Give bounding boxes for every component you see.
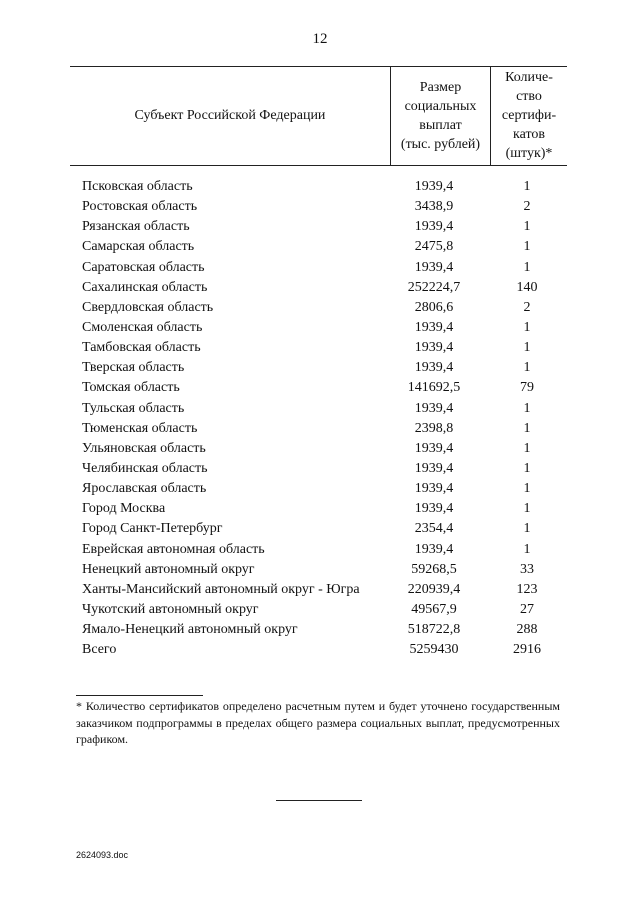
payment-amount: 1939,4 <box>414 219 454 235</box>
region-name: Челябинская область <box>82 460 208 476</box>
table-row <box>0 540 640 560</box>
region-name: Ямало-Ненецкий автономный округ <box>82 622 298 638</box>
certificate-count: 2 <box>523 199 531 215</box>
table-header-bottom-rule <box>70 165 567 166</box>
payment-amount: 2398,8 <box>414 420 454 436</box>
region-name: Еврейская автономная область <box>82 541 265 557</box>
certificate-count: 79 <box>520 380 534 396</box>
total-label: Всего <box>82 642 117 658</box>
region-name: Сахалинская область <box>82 279 208 295</box>
document-id: 2624093.doc <box>76 850 129 860</box>
payment-amount: 1939,4 <box>414 360 454 376</box>
table-row <box>0 237 640 257</box>
region-name: Самарская область <box>82 239 195 255</box>
certificate-count: 1 <box>523 360 531 376</box>
header-count-line: ство <box>516 89 542 104</box>
header-count <box>491 68 567 163</box>
certificate-count: 1 <box>523 400 531 416</box>
header-payment-line: Размер <box>419 80 462 95</box>
table-row <box>0 620 640 640</box>
table-row <box>0 358 640 378</box>
header-count-line: сертифи- <box>501 108 557 123</box>
table-top-rule <box>70 66 567 67</box>
certificate-count: 1 <box>523 501 531 517</box>
certificate-count: 288 <box>516 622 538 638</box>
certificate-count: 1 <box>523 179 531 194</box>
table-row <box>0 399 640 419</box>
payment-amount: 2475,8 <box>414 239 454 255</box>
certificate-count: 1 <box>523 541 531 557</box>
header-count-line: катов <box>513 127 545 142</box>
table-row <box>0 419 640 439</box>
region-name: Ростовская область <box>82 199 198 215</box>
region-name: Томская область <box>82 380 180 396</box>
total-payment-amount: 5259430 <box>409 642 459 658</box>
payment-amount: 1939,4 <box>414 501 454 517</box>
payment-amount: 518722,8 <box>407 622 461 638</box>
footnote: * Количество сертификатов определено расчетным путем и будет уточнено государственным заказчиком подпрограммы в пределах общего размера социальных выплат, предусмотренных графиком. <box>76 699 560 746</box>
certificate-count: 1 <box>523 460 531 476</box>
table-row <box>0 499 640 519</box>
certificate-count: 27 <box>520 601 534 617</box>
certificate-count: 1 <box>523 259 531 275</box>
certificate-count: 1 <box>523 239 531 255</box>
certificate-count: 2 <box>523 299 531 315</box>
certificate-count: 1 <box>523 319 531 335</box>
end-of-document-rule <box>276 800 362 801</box>
payment-amount: 49567,9 <box>411 601 457 617</box>
header-payment-line: выплат <box>419 118 462 133</box>
table-row <box>0 197 640 217</box>
certificate-count: 1 <box>523 481 531 497</box>
payment-amount: 1939,4 <box>414 541 454 557</box>
header-count-line: Количе- <box>505 70 553 85</box>
table-row <box>0 338 640 358</box>
payment-amount: 1939,4 <box>414 319 454 335</box>
table-row <box>0 479 640 499</box>
region-name: Город Москва <box>82 501 166 517</box>
table-row <box>0 318 640 338</box>
certificate-count: 140 <box>516 279 538 295</box>
payment-amount: 252224,7 <box>407 279 461 295</box>
header-payment-line: социальных <box>404 99 477 114</box>
region-name: Смоленская область <box>82 319 203 335</box>
header-payment <box>391 78 490 154</box>
table-row <box>0 177 640 197</box>
header-count-line: (штук)* <box>505 146 553 161</box>
payment-amount: 1939,4 <box>414 481 454 497</box>
table-row <box>0 378 640 398</box>
certificate-count: 123 <box>516 581 538 597</box>
payment-amount: 2354,4 <box>414 521 454 537</box>
region-name: Ярославская область <box>82 481 207 497</box>
table-row <box>0 258 640 278</box>
table-row <box>0 217 640 237</box>
table-row <box>0 560 640 580</box>
table-row <box>0 278 640 298</box>
payment-amount: 1939,4 <box>414 460 454 476</box>
total-certificate-count: 2916 <box>513 642 541 658</box>
certificate-count: 1 <box>523 340 531 356</box>
header-subject: Субъект Российской Федерации <box>134 108 326 123</box>
table-row <box>0 298 640 318</box>
table-row-total <box>0 640 640 660</box>
region-name: Город Санкт-Петербург <box>82 521 223 537</box>
table-body <box>0 177 640 660</box>
region-name: Ульяновская область <box>82 440 206 456</box>
table-row <box>0 580 640 600</box>
region-name: Рязанская область <box>82 219 190 235</box>
footnote-separator <box>76 695 203 696</box>
payment-amount: 1939,4 <box>414 179 454 194</box>
payment-amount: 1939,4 <box>414 400 454 416</box>
payment-amount: 59268,5 <box>411 561 457 577</box>
table-row <box>0 600 640 620</box>
payment-amount: 220939,4 <box>407 581 461 597</box>
region-name: Ханты-Мансийский автономный округ - Югра <box>82 581 360 597</box>
table-row <box>0 459 640 479</box>
certificate-count: 1 <box>523 440 531 456</box>
region-name: Чукотский автономный округ <box>82 601 259 617</box>
page-number: 12 <box>312 31 328 47</box>
region-name: Саратовская область <box>82 259 205 275</box>
certificate-count: 1 <box>523 219 531 235</box>
certificate-count: 33 <box>520 561 534 577</box>
region-name: Ненецкий автономный округ <box>82 561 255 577</box>
region-name: Тюменская область <box>82 420 198 436</box>
payment-amount: 3438,9 <box>414 199 454 215</box>
payment-amount: 1939,4 <box>414 440 454 456</box>
region-name: Свердловская область <box>82 299 214 315</box>
region-name: Тамбовская область <box>82 340 201 356</box>
payment-amount: 1939,4 <box>414 259 454 275</box>
payment-amount: 141692,5 <box>407 380 461 396</box>
table-row <box>0 519 640 539</box>
payment-amount: 2806,6 <box>414 299 454 315</box>
payment-amount: 1939,4 <box>414 340 454 356</box>
table-row <box>0 439 640 459</box>
certificate-count: 1 <box>523 521 531 537</box>
header-payment-line: (тыс. рублей) <box>400 137 481 152</box>
certificate-count: 1 <box>523 420 531 436</box>
region-name: Тверская область <box>82 360 185 376</box>
region-name: Псковская область <box>82 179 193 194</box>
region-name: Тульская область <box>82 400 185 416</box>
